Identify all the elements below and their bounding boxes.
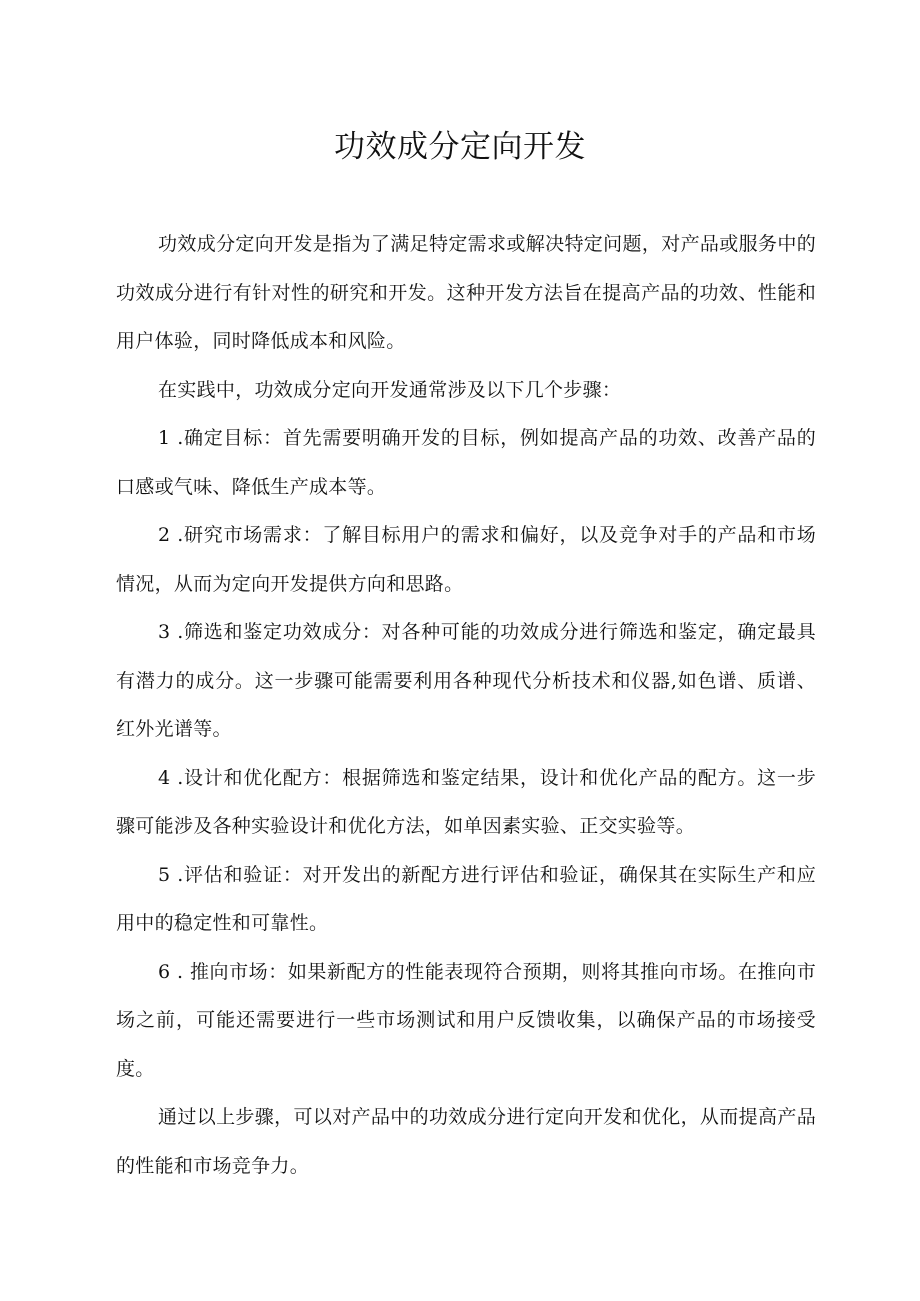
paragraph-step-5: 5 .评估和验证：对开发出的新配方进行评估和验证，确保其在实际生产和应用中的稳定性和可靠性。: [116, 863, 816, 934]
paragraph-steps-intro: 在实践中，功效成分定向开发通常涉及以下几个步骤：: [158, 378, 622, 401]
paragraph-step-2: 2 .研究市场需求：了解目标用户的需求和偏好，以及竞争对手的产品和市场情况，从而为定向开发提供方向和思路。: [116, 524, 816, 595]
paragraph-step-4: 4 .设计和优化配方：根据筛选和鉴定结果，设计和优化产品的配方。这一步骤可能涉及各种实验设计和优化方法，如单因素实验、正交实验等。: [116, 766, 816, 837]
document-title: 功效成分定向开发: [334, 129, 586, 165]
paragraph-step-6: 6 . 推向市场：如果新配方的性能表现符合预期，则将其推向市场。在推向市场之前，可能还需要进行一些市场测试和用户反馈收集，以确保产品的市场接受度。: [116, 960, 816, 1080]
paragraph-conclusion: 通过以上步骤，可以对产品中的功效成分进行定向开发和优化，从而提高产品的性能和市场竞争力。: [116, 1106, 816, 1177]
paragraph-step-1: 1 .确定目标：首先需要明确开发的目标，例如提高产品的功效、改善产品的口感或气味、降低生产成本等。: [116, 427, 816, 498]
paragraph-intro: 功效成分定向开发是指为了满足特定需求或解决特定问题，对产品或服务中的功效成分进行有针对性的研究和开发。这种开发方法旨在提高产品的功效、性能和用户体验，同时降低成本和风险。: [116, 233, 816, 352]
paragraph-step-3: 3 .筛选和鉴定功效成分：对各种可能的功效成分进行筛选和鉴定，确定最具有潜力的成分。这一步骤可能需要利用各种现代分析技术和仪器,如色谱、质谱、红外光谱等。: [116, 621, 816, 740]
document-body: [116, 220, 816, 1190]
